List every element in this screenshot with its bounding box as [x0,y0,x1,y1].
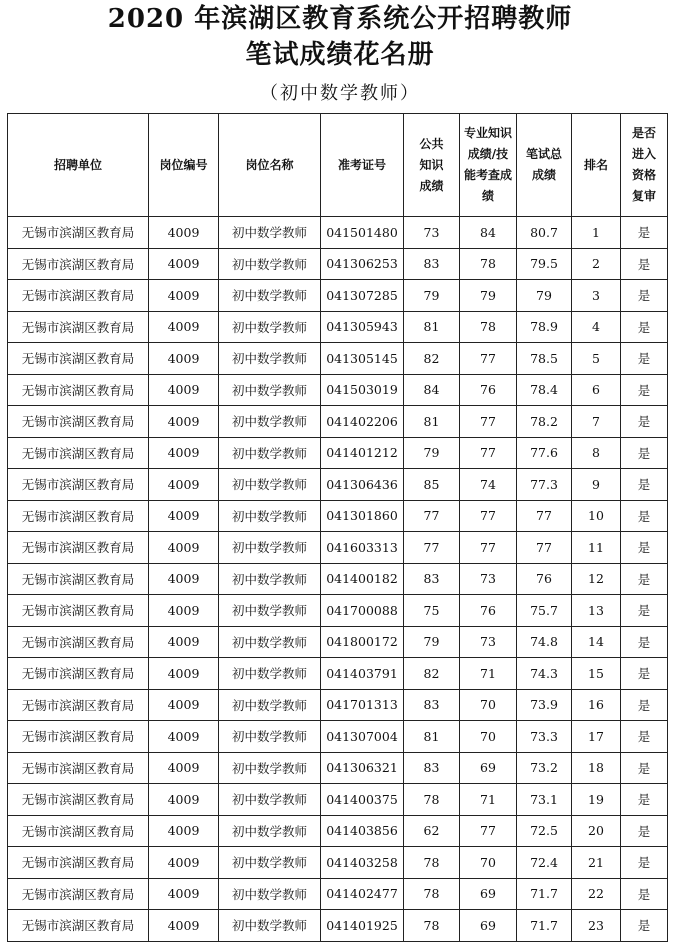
cell-unit: 无锡市滨湖区教育局 [8,752,149,784]
cell-professional-knowledge: 78 [460,248,517,280]
header-position-name: 岗位名称 [219,114,321,217]
table-row [8,311,668,343]
cell-position-code: 4009 [149,910,219,942]
cell-qualification-review: 是 [621,815,668,847]
cell-public-knowledge: 81 [404,406,460,438]
cell-professional-knowledge: 70 [460,689,517,721]
cell-total-score: 74.8 [517,626,572,658]
cell-public-knowledge: 83 [404,563,460,595]
header-professional-knowledge: 专业知识成绩/技能考查成绩 [460,114,517,217]
table-row [8,595,668,627]
cell-position-code: 4009 [149,469,219,501]
cell-total-score: 77 [517,532,572,564]
cell-exam-id: 041400182 [321,563,404,595]
cell-professional-knowledge: 73 [460,626,517,658]
cell-position-code: 4009 [149,406,219,438]
cell-qualification-review: 是 [621,406,668,438]
cell-exam-id: 041306253 [321,248,404,280]
cell-total-score: 78.5 [517,343,572,375]
cell-total-score: 79 [517,280,572,312]
cell-exam-id: 041401925 [321,910,404,942]
cell-qualification-review: 是 [621,343,668,375]
cell-total-score: 78.2 [517,406,572,438]
cell-professional-knowledge: 69 [460,752,517,784]
score-table [7,113,668,942]
cell-position-code: 4009 [149,563,219,595]
cell-position-name: 初中数学教师 [219,280,321,312]
cell-position-name: 初中数学教师 [219,815,321,847]
table-row [8,847,668,879]
cell-position-name: 初中数学教师 [219,437,321,469]
cell-position-name: 初中数学教师 [219,784,321,816]
header-qualification-review: 是否进入资格复审 [621,114,668,217]
header-total-score: 笔试总成绩 [517,114,572,217]
header-public-knowledge: 公共知识成绩 [404,114,460,217]
cell-rank: 21 [572,847,621,879]
cell-exam-id: 041800172 [321,626,404,658]
cell-exam-id: 041305943 [321,311,404,343]
cell-total-score: 78.9 [517,311,572,343]
cell-unit: 无锡市滨湖区教育局 [8,500,149,532]
cell-rank: 18 [572,752,621,784]
cell-public-knowledge: 79 [404,437,460,469]
cell-total-score: 75.7 [517,595,572,627]
cell-position-code: 4009 [149,847,219,879]
cell-professional-knowledge: 77 [460,343,517,375]
cell-rank: 16 [572,689,621,721]
cell-qualification-review: 是 [621,910,668,942]
cell-position-name: 初中数学教师 [219,469,321,501]
document-subtitle: （初中数学教师） [260,83,420,104]
cell-professional-knowledge: 76 [460,595,517,627]
cell-position-name: 初中数学教师 [219,626,321,658]
cell-qualification-review: 是 [621,374,668,406]
table-row [8,752,668,784]
cell-public-knowledge: 75 [404,595,460,627]
cell-professional-knowledge: 69 [460,878,517,910]
cell-position-name: 初中数学教师 [219,532,321,564]
cell-position-code: 4009 [149,532,219,564]
cell-rank: 13 [572,595,621,627]
cell-public-knowledge: 83 [404,752,460,784]
table-row [8,280,668,312]
cell-qualification-review: 是 [621,217,668,249]
cell-qualification-review: 是 [621,532,668,564]
cell-position-name: 初中数学教师 [219,406,321,438]
cell-rank: 2 [572,248,621,280]
cell-professional-knowledge: 73 [460,563,517,595]
cell-qualification-review: 是 [621,847,668,879]
cell-exam-id: 041501480 [321,217,404,249]
cell-rank: 5 [572,343,621,375]
table-row [8,689,668,721]
cell-unit: 无锡市滨湖区教育局 [8,437,149,469]
cell-total-score: 77.3 [517,469,572,501]
cell-professional-knowledge: 77 [460,437,517,469]
cell-rank: 17 [572,721,621,753]
table-row [8,437,668,469]
cell-exam-id: 041306436 [321,469,404,501]
table-header-row [8,114,668,217]
cell-position-name: 初中数学教师 [219,248,321,280]
cell-position-code: 4009 [149,752,219,784]
cell-unit: 无锡市滨湖区教育局 [8,280,149,312]
table-row [8,878,668,910]
cell-position-name: 初中数学教师 [219,878,321,910]
cell-unit: 无锡市滨湖区教育局 [8,374,149,406]
cell-total-score: 79.5 [517,248,572,280]
cell-professional-knowledge: 79 [460,280,517,312]
cell-position-name: 初中数学教师 [219,563,321,595]
cell-exam-id: 041306321 [321,752,404,784]
cell-position-code: 4009 [149,689,219,721]
cell-rank: 1 [572,217,621,249]
header-unit: 招聘单位 [8,114,149,217]
cell-position-code: 4009 [149,784,219,816]
cell-qualification-review: 是 [621,500,668,532]
cell-unit: 无锡市滨湖区教育局 [8,343,149,375]
cell-position-code: 4009 [149,815,219,847]
table-row [8,910,668,942]
cell-professional-knowledge: 77 [460,815,517,847]
cell-professional-knowledge: 74 [460,469,517,501]
cell-position-name: 初中数学教师 [219,689,321,721]
cell-unit: 无锡市滨湖区教育局 [8,532,149,564]
cell-unit: 无锡市滨湖区教育局 [8,878,149,910]
cell-qualification-review: 是 [621,721,668,753]
cell-qualification-review: 是 [621,563,668,595]
cell-qualification-review: 是 [621,626,668,658]
cell-unit: 无锡市滨湖区教育局 [8,910,149,942]
cell-position-code: 4009 [149,280,219,312]
cell-unit: 无锡市滨湖区教育局 [8,847,149,879]
cell-exam-id: 041403791 [321,658,404,690]
cell-position-code: 4009 [149,311,219,343]
cell-rank: 6 [572,374,621,406]
cell-position-name: 初中数学教师 [219,595,321,627]
cell-exam-id: 041700088 [321,595,404,627]
table-body [8,217,668,942]
table-row [8,784,668,816]
cell-public-knowledge: 77 [404,532,460,564]
cell-qualification-review: 是 [621,311,668,343]
cell-public-knowledge: 73 [404,217,460,249]
header-position-code: 岗位编号 [149,114,219,217]
cell-position-code: 4009 [149,626,219,658]
cell-public-knowledge: 78 [404,910,460,942]
cell-position-name: 初中数学教师 [219,847,321,879]
cell-public-knowledge: 78 [404,847,460,879]
cell-position-code: 4009 [149,878,219,910]
cell-position-name: 初中数学教师 [219,752,321,784]
cell-professional-knowledge: 71 [460,784,517,816]
cell-exam-id: 041603313 [321,532,404,564]
cell-position-code: 4009 [149,437,219,469]
table-row [8,374,668,406]
table-row [8,658,668,690]
cell-rank: 8 [572,437,621,469]
document-title: 2020 年滨湖区教育系统公开招聘教师 [107,4,573,34]
table-row [8,217,668,249]
cell-public-knowledge: 79 [404,626,460,658]
cell-unit: 无锡市滨湖区教育局 [8,815,149,847]
cell-unit: 无锡市滨湖区教育局 [8,658,149,690]
cell-professional-knowledge: 77 [460,500,517,532]
cell-qualification-review: 是 [621,248,668,280]
cell-unit: 无锡市滨湖区教育局 [8,689,149,721]
cell-total-score: 73.3 [517,721,572,753]
cell-unit: 无锡市滨湖区教育局 [8,595,149,627]
cell-rank: 11 [572,532,621,564]
cell-public-knowledge: 62 [404,815,460,847]
cell-public-knowledge: 78 [404,784,460,816]
cell-unit: 无锡市滨湖区教育局 [8,721,149,753]
cell-total-score: 73.2 [517,752,572,784]
cell-exam-id: 041701313 [321,689,404,721]
cell-rank: 7 [572,406,621,438]
cell-exam-id: 041305145 [321,343,404,375]
cell-rank: 15 [572,658,621,690]
cell-total-score: 76 [517,563,572,595]
cell-professional-knowledge: 70 [460,847,517,879]
cell-public-knowledge: 78 [404,878,460,910]
cell-rank: 23 [572,910,621,942]
cell-public-knowledge: 82 [404,343,460,375]
cell-unit: 无锡市滨湖区教育局 [8,248,149,280]
cell-qualification-review: 是 [621,595,668,627]
table-row [8,815,668,847]
cell-exam-id: 041402206 [321,406,404,438]
cell-public-knowledge: 77 [404,500,460,532]
cell-unit: 无锡市滨湖区教育局 [8,563,149,595]
cell-position-code: 4009 [149,374,219,406]
cell-public-knowledge: 84 [404,374,460,406]
cell-qualification-review: 是 [621,469,668,501]
table-row [8,532,668,564]
table-row [8,343,668,375]
cell-total-score: 72.5 [517,815,572,847]
table-row [8,563,668,595]
cell-position-name: 初中数学教师 [219,721,321,753]
table-row [8,406,668,438]
cell-qualification-review: 是 [621,658,668,690]
cell-professional-knowledge: 71 [460,658,517,690]
cell-unit: 无锡市滨湖区教育局 [8,469,149,501]
cell-rank: 19 [572,784,621,816]
cell-exam-id: 041401212 [321,437,404,469]
cell-exam-id: 041402477 [321,878,404,910]
cell-rank: 3 [572,280,621,312]
cell-position-code: 4009 [149,721,219,753]
cell-public-knowledge: 79 [404,280,460,312]
cell-professional-knowledge: 84 [460,217,517,249]
cell-public-knowledge: 85 [404,469,460,501]
cell-exam-id: 041307285 [321,280,404,312]
cell-total-score: 80.7 [517,217,572,249]
cell-total-score: 73.1 [517,784,572,816]
cell-public-knowledge: 83 [404,248,460,280]
cell-qualification-review: 是 [621,437,668,469]
cell-public-knowledge: 81 [404,311,460,343]
cell-position-name: 初中数学教师 [219,217,321,249]
cell-qualification-review: 是 [621,878,668,910]
cell-position-code: 4009 [149,658,219,690]
cell-exam-id: 041400375 [321,784,404,816]
cell-position-name: 初中数学教师 [219,311,321,343]
cell-total-score: 72.4 [517,847,572,879]
cell-professional-knowledge: 70 [460,721,517,753]
cell-public-knowledge: 82 [404,658,460,690]
table-row [8,248,668,280]
cell-unit: 无锡市滨湖区教育局 [8,626,149,658]
header-rank: 排名 [572,114,621,217]
cell-unit: 无锡市滨湖区教育局 [8,311,149,343]
cell-public-knowledge: 81 [404,721,460,753]
cell-rank: 4 [572,311,621,343]
cell-professional-knowledge: 77 [460,406,517,438]
table-row [8,500,668,532]
cell-qualification-review: 是 [621,280,668,312]
cell-qualification-review: 是 [621,752,668,784]
cell-total-score: 77.6 [517,437,572,469]
table-row [8,626,668,658]
cell-exam-id: 041503019 [321,374,404,406]
cell-exam-id: 041403856 [321,815,404,847]
cell-professional-knowledge: 69 [460,910,517,942]
cell-total-score: 71.7 [517,878,572,910]
cell-total-score: 73.9 [517,689,572,721]
document-title-line2: 笔试成绩花名册 [245,40,435,70]
cell-exam-id: 041301860 [321,500,404,532]
cell-position-name: 初中数学教师 [219,343,321,375]
cell-exam-id: 041403258 [321,847,404,879]
cell-rank: 12 [572,563,621,595]
cell-rank: 22 [572,878,621,910]
cell-position-name: 初中数学教师 [219,500,321,532]
cell-public-knowledge: 83 [404,689,460,721]
cell-position-code: 4009 [149,343,219,375]
cell-rank: 14 [572,626,621,658]
cell-total-score: 77 [517,500,572,532]
cell-qualification-review: 是 [621,784,668,816]
cell-qualification-review: 是 [621,689,668,721]
cell-unit: 无锡市滨湖区教育局 [8,784,149,816]
cell-professional-knowledge: 77 [460,532,517,564]
cell-position-code: 4009 [149,500,219,532]
cell-position-name: 初中数学教师 [219,910,321,942]
cell-unit: 无锡市滨湖区教育局 [8,217,149,249]
header-exam-id: 准考证号 [321,114,404,217]
cell-unit: 无锡市滨湖区教育局 [8,406,149,438]
cell-rank: 10 [572,500,621,532]
cell-total-score: 71.7 [517,910,572,942]
table-row [8,469,668,501]
cell-total-score: 78.4 [517,374,572,406]
cell-rank: 9 [572,469,621,501]
cell-rank: 20 [572,815,621,847]
cell-position-code: 4009 [149,217,219,249]
table-row [8,721,668,753]
cell-position-code: 4009 [149,595,219,627]
cell-total-score: 74.3 [517,658,572,690]
cell-professional-knowledge: 78 [460,311,517,343]
cell-position-name: 初中数学教师 [219,658,321,690]
cell-exam-id: 041307004 [321,721,404,753]
cell-position-name: 初中数学教师 [219,374,321,406]
cell-position-code: 4009 [149,248,219,280]
cell-professional-knowledge: 76 [460,374,517,406]
